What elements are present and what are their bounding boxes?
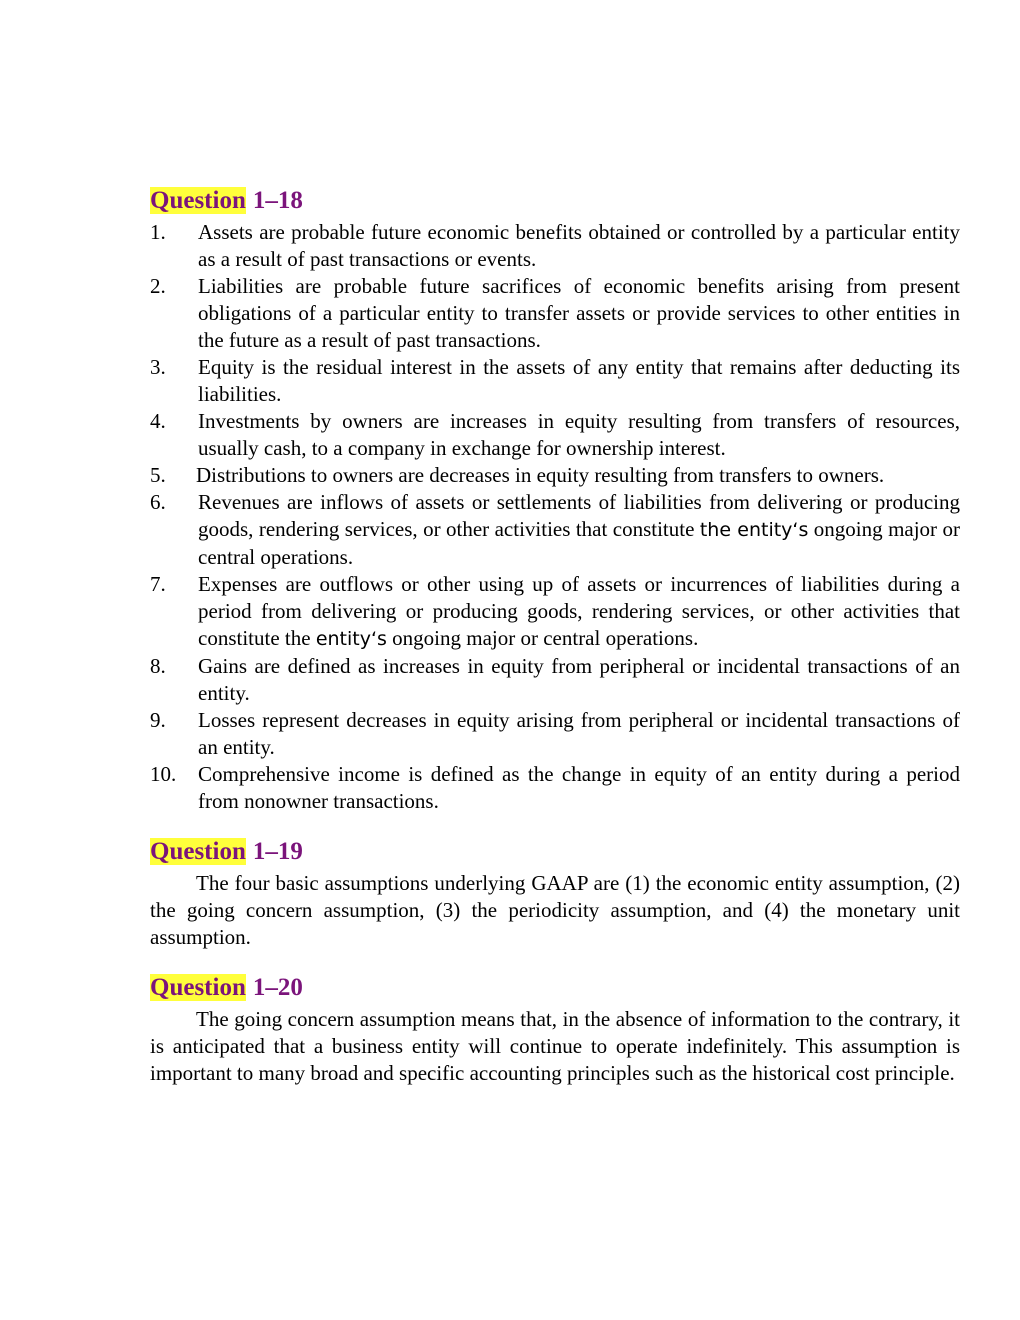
question-1-19-heading	[150, 834, 960, 870]
list-item	[150, 273, 960, 354]
question-word-highlight: Question	[150, 974, 246, 1001]
list-item-number: 6.	[150, 490, 166, 514]
list-item	[150, 354, 960, 408]
list-item-text: ongoing major or central operations.	[198, 517, 960, 569]
list-item	[150, 462, 960, 489]
list-item	[150, 653, 960, 707]
list-item-text: Investments by owners are increases in equity resulting from transfers of resources, usually cash, to a company in exchange for ownership interest.	[198, 409, 960, 460]
list-item	[150, 219, 960, 273]
list-item-text: Gains are defined as increases in equity from peripheral or incidental transactions of an entity.	[198, 654, 960, 705]
list-item	[150, 408, 960, 462]
list-item	[150, 571, 960, 653]
list-item-number: 9.	[150, 708, 166, 732]
list-item	[150, 489, 960, 571]
list-item-number: 4.	[150, 409, 166, 433]
question-number: 1–20	[252, 974, 303, 1001]
list-item-text: Revenues are inflows of assets or settlements of liabilities from delivering or producing goods, rendering services, or other activities that constitute	[198, 490, 960, 541]
list-item-number: 10.	[150, 762, 177, 786]
definitions-list	[150, 219, 960, 815]
list-item-number: 5.	[150, 463, 166, 487]
list-item-text-sans: entity‘s	[315, 628, 387, 650]
list-item-text: Comprehensive income is defined as the change in equity of an entity during a period from nonowner transactions.	[198, 762, 960, 813]
question-word-highlight: Question	[150, 187, 246, 214]
list-item	[150, 707, 960, 761]
question-1-18-heading	[150, 183, 960, 219]
list-item-text: Assets are probable future economic benefits obtained or controlled by a particular entity as a result of past transactions or events.	[198, 220, 960, 271]
list-item-text: Expenses are outflows or other using up of assets or incurrences of liabilities during a period from delivering or producing goods, rendering services, or other activities that constitute the	[198, 572, 960, 650]
answer-paragraph: The four basic assumptions underlying GAAP are (1) the economic entity assumption, (2) the going concern assumption, (3) the periodicity assumption, and (4) the monetary unit assumption.	[150, 871, 960, 949]
list-item-text: ongoing major or central operations.	[386, 626, 699, 650]
question-1-20-heading	[150, 970, 960, 1006]
list-item-number: 1.	[150, 220, 166, 244]
list-item-number: 3.	[150, 355, 166, 379]
question-number: 1–18	[252, 187, 303, 214]
list-item-text-sans: the entity‘s	[699, 519, 809, 541]
list-item	[150, 761, 960, 815]
question-word-highlight: Question	[150, 838, 246, 865]
list-item-number: 7.	[150, 572, 166, 596]
question-number: 1–19	[252, 838, 303, 865]
list-item-text: Equity is the residual interest in the assets of any entity that remains after deducting its liabilities.	[198, 355, 960, 406]
answer-paragraph: The going concern assumption means that, in the absence of information to the contrary, it is anticipated that a business entity will continue to operate indefinitely. This assumption is important to many broad and specific accounting principles such as the historical cost principle.	[150, 1007, 960, 1085]
document-page	[150, 183, 960, 1087]
list-item-text: Liabilities are probable future sacrifices of economic benefits arising from present obligations of a particular entity to transfer assets or provide services to other entities in the future as a result of past transactions.	[198, 274, 960, 352]
list-item-number: 2.	[150, 274, 166, 298]
list-item-number: 8.	[150, 654, 166, 678]
list-item-text: Distributions to owners are decreases in equity resulting from transfers to owners.	[196, 463, 885, 487]
list-item-text: Losses represent decreases in equity arising from peripheral or incidental transactions of an entity.	[198, 708, 960, 759]
